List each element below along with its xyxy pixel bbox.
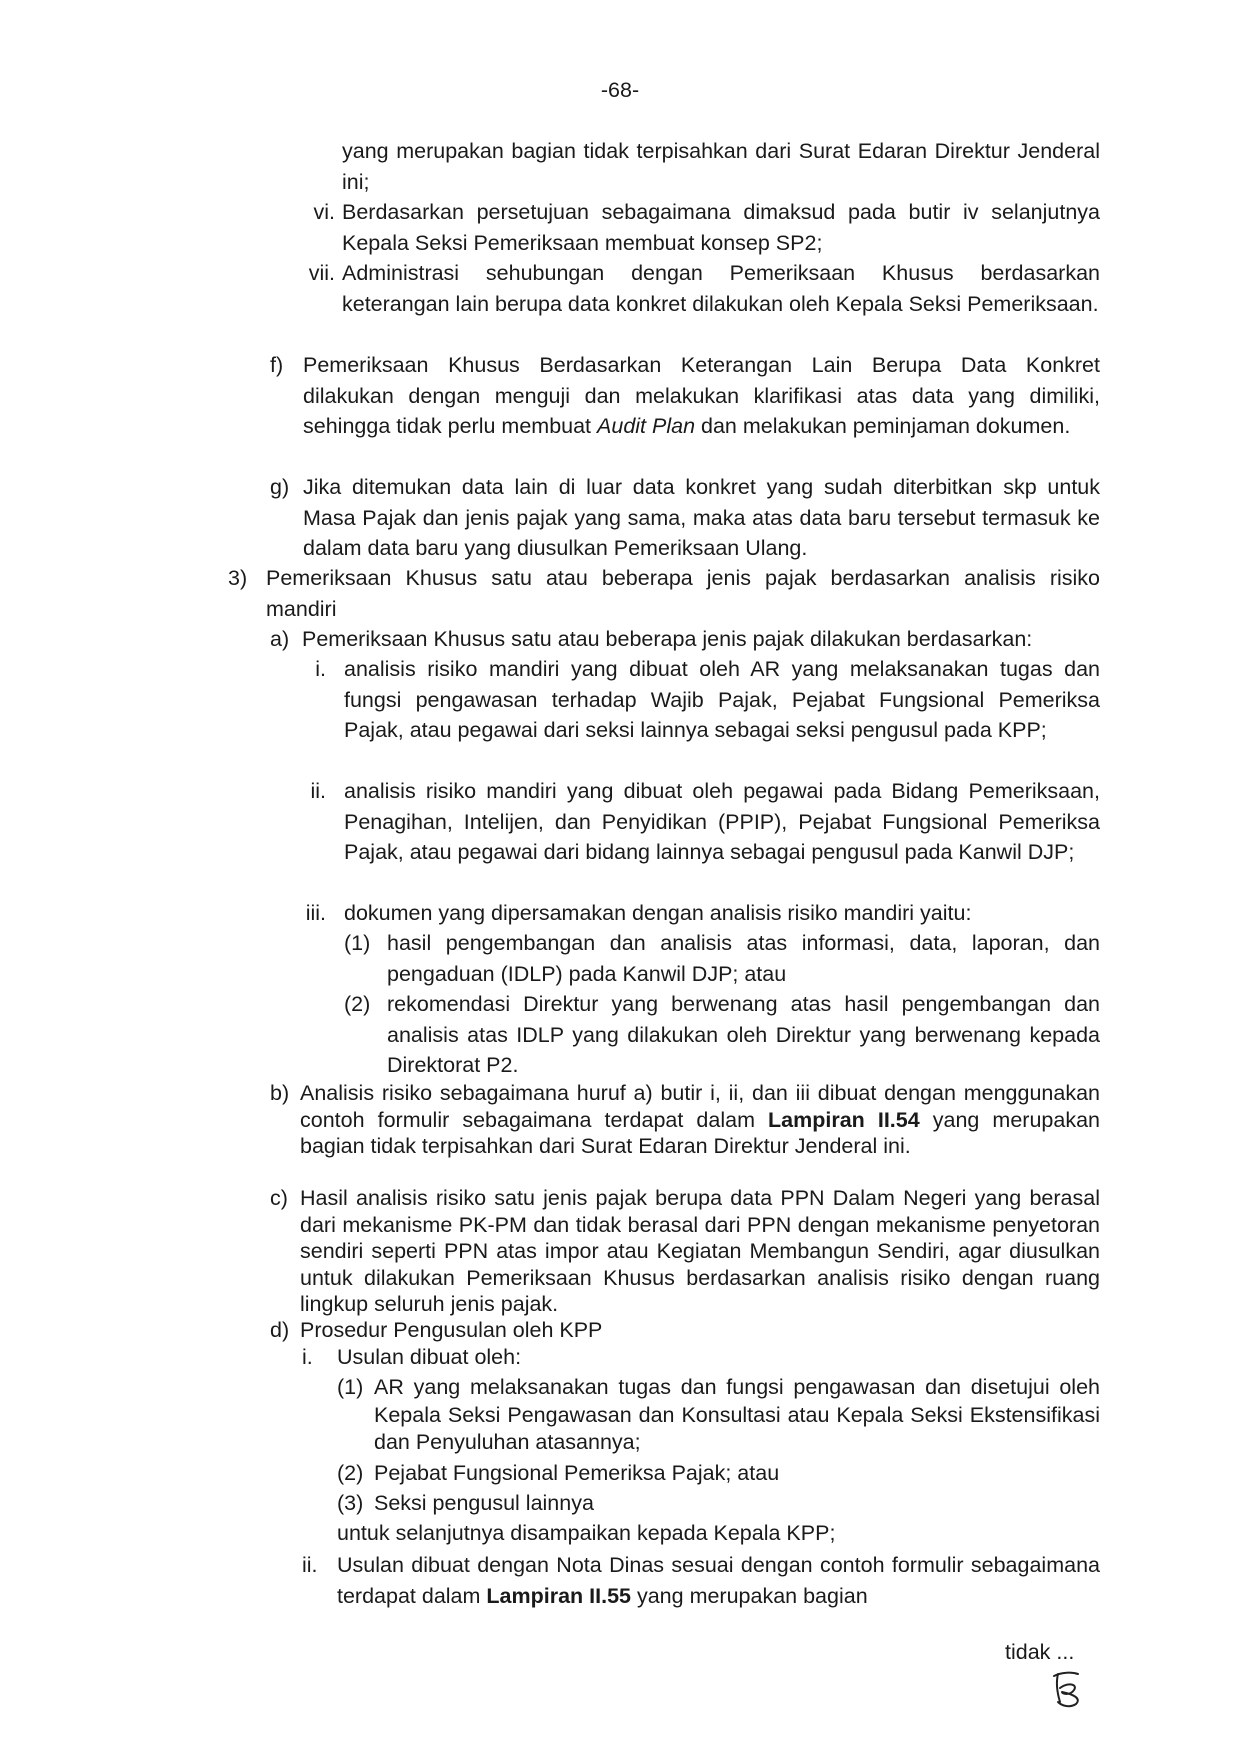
- paragraph-f-text-end: dan melakukan peminjaman dokumen.: [695, 414, 1071, 438]
- list-item-vii: Administrasi sehubungan dengan Pemeriksaan Khusus berdasarkan keterangan lain berupa data konkret dilakukan oleh Kepala Seksi Pemeriksaan.: [342, 261, 1100, 316]
- list-marker: iii.: [305, 901, 326, 925]
- item-3a-ii: analisis risiko mandiri yang dibuat oleh pegawai pada Bidang Pemeriksaan, Penagihan, Intelijen, dan Penyidikan (PPIP), Pejabat Fungsional Pemeriksa Pajak, atau pegawai dari bidang lainnya sebagai pengusul pada Kanwil DJP;: [344, 779, 1100, 864]
- list-marker: f): [270, 353, 284, 377]
- item-3a: Pemeriksaan Khusus satu atau beberapa jenis pajak dilakukan berdasarkan:: [302, 627, 1033, 651]
- lampiran-ref: Lampiran II.55: [486, 1583, 631, 1608]
- item-3d-i-3: Seksi pengusul lainnya: [374, 1491, 594, 1515]
- lampiran-ref: Lampiran II.54: [768, 1107, 920, 1132]
- list-marker: (2): [344, 992, 371, 1016]
- list-marker: ii.: [310, 779, 326, 803]
- handwritten-initials: [1048, 1668, 1090, 1716]
- list-marker: 3): [228, 566, 248, 590]
- list-marker: (2): [337, 1461, 364, 1485]
- item-3a-iii-2: rekomendasi Direktur yang berwenang atas hasil pengembangan dan analisis atas IDLP yang dilakukan oleh Direktur yang berwenang kepada Direktorat P2.: [387, 992, 1100, 1077]
- list-marker: a): [270, 627, 290, 651]
- list-marker: vii.: [308, 261, 335, 285]
- list-item-vi: Berdasarkan persetujuan sebagaimana dimaksud pada butir iv selanjutnya Kepala Seksi Pemeriksaan membuat konsep SP2;: [342, 200, 1100, 255]
- list-marker: (1): [344, 931, 371, 955]
- continuation-text: tidak ...: [1005, 1640, 1075, 1664]
- list-marker: vi.: [313, 200, 335, 224]
- item-3b: [300, 1080, 1100, 1160]
- item-3d-ii: [337, 1550, 1100, 1611]
- list-marker: g): [270, 475, 290, 499]
- paragraph-f: [303, 350, 1100, 442]
- audit-plan-term: Audit Plan: [597, 414, 696, 438]
- list-marker: c): [270, 1186, 288, 1210]
- list-marker: (1): [337, 1375, 364, 1399]
- paragraph-g: Jika ditemukan data lain di luar data konkret yang sudah diterbitkan skp untuk Masa Pajak dan jenis pajak yang sama, maka atas data baru tersebut termasuk ke dalam data baru yang diusulkan Pemeriksaan Ulang.: [303, 475, 1100, 560]
- list-marker: i.: [302, 1345, 313, 1369]
- item-3a-iii-1: hasil pengembangan dan analisis atas informasi, data, laporan, dan pengaduan (IDLP) pada Kanwil DJP; atau: [387, 931, 1100, 986]
- item-3d-i-1: AR yang melaksanakan tugas dan fungsi pengawasan dan disetujui oleh Kepala Seksi Pengawasan dan Konsultasi atau Kepala Seksi Ekstensifikasi dan Penyuluhan atasannya;: [374, 1375, 1100, 1454]
- item-3d-i: Usulan dibuat oleh:: [337, 1345, 522, 1369]
- section-3-heading: Pemeriksaan Khusus satu atau beberapa jenis pajak berdasarkan analisis risiko mandiri: [266, 566, 1100, 621]
- item-3d-ii-text-end: yang merupakan bagian: [631, 1583, 868, 1608]
- item-3d: Prosedur Pengusulan oleh KPP: [300, 1318, 603, 1342]
- initials-signature-icon: [1048, 1668, 1090, 1710]
- paragraph-f-text: Pemeriksaan Khusus Berdasarkan Keterangan Lain Berupa Data Konkret dilakukan dengan menguji dan melakukan klarifikasi atas data yang dimiliki, sehingga tidak perlu membuat: [303, 353, 1100, 438]
- list-marker: (3): [337, 1491, 364, 1515]
- list-marker: b): [270, 1081, 290, 1105]
- list-marker: i.: [315, 657, 326, 681]
- item-3a-i: analisis risiko mandiri yang dibuat oleh AR yang melaksanakan tugas dan fungsi pengawasan terhadap Wajib Pajak, Pejabat Fungsional Pemeriksa Pajak, atau pegawai dari seksi lainnya sebagai seksi pengusul pada KPP;: [344, 657, 1100, 742]
- item-3d-ii-text: Usulan dibuat dengan Nota Dinas sesuai dengan contoh formulir sebagaimana terdapat dalam: [337, 1553, 1100, 1608]
- list-marker: d): [270, 1318, 290, 1342]
- page-number: -68-: [600, 78, 640, 102]
- item-3a-iii: dokumen yang dipersamakan dengan analisis risiko mandiri yaitu:: [344, 901, 972, 925]
- item-3d-i-tail: untuk selanjutnya disampaikan kepada Kepala KPP;: [337, 1521, 836, 1545]
- item-3c: Hasil analisis risiko satu jenis pajak berupa data PPN Dalam Negeri yang berasal dari mekanisme PK-PM dan tidak berasal dari PPN dengan mekanisme penyetoran sendiri seperti PPN atas impor atau Kegiatan Membangun Sendiri, agar diusulkan untuk dilakukan Pemeriksaan Khusus berdasarkan analisis risiko dengan ruang lingkup seluruh jenis pajak.: [300, 1186, 1100, 1316]
- list-marker: ii.: [302, 1553, 318, 1577]
- paragraph-continuation: yang merupakan bagian tidak terpisahkan dari Surat Edaran Direktur Jenderal ini;: [342, 139, 1100, 194]
- item-3b-text: Analisis risiko sebagaimana huruf a) butir i, ii, dan iii dibuat dengan menggunakan contoh formulir sebagaimana terdapat dalam: [300, 1081, 1100, 1132]
- item-3b-text-end: yang merupakan bagian tidak terpisahkan dari Surat Edaran Direktur Jenderal ini.: [300, 1107, 1100, 1158]
- item-3d-i-2: Pejabat Fungsional Pemeriksa Pajak; atau: [374, 1461, 780, 1485]
